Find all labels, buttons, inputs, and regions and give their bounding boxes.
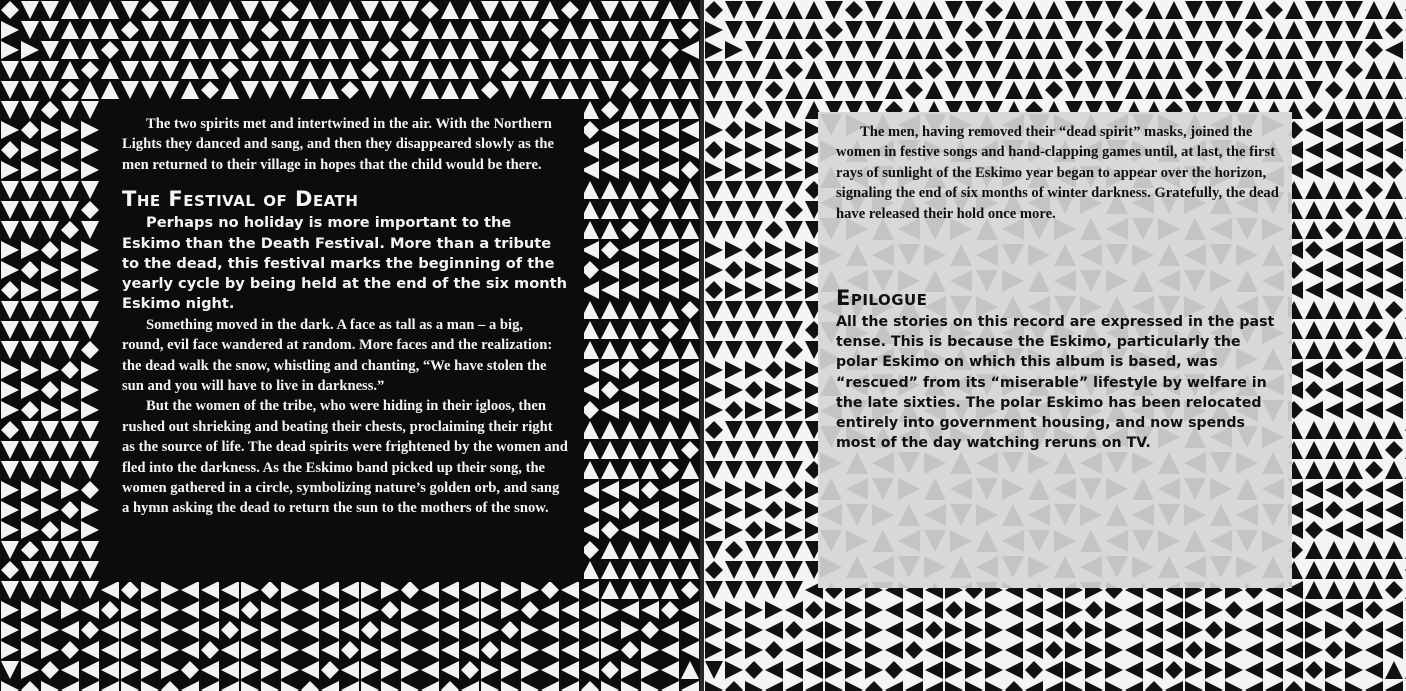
section-heading-epilogue: Epilogue bbox=[836, 286, 928, 311]
epilogue-paragraph: All the stories on this record are expressed in the past tense. This is because the Eskimo, particularly the polar Eskimo on which this album is based, was “rescued” from its “miserable” lifestyle by welfare in the late sixties. The polar Eskimo has been relocated entirely into government housing, and now spends most of the day watching reruns on TV. bbox=[836, 314, 1275, 452]
lead-paragraph: Perhaps no holiday is more important to the Eskimo than the Death Festival. More than a tribute to the dead, this festival marks the beginning of the yearly cycle by being held at the end of the six month Eskimo night. bbox=[122, 214, 568, 313]
story-paragraph: Something moved in the dark. A face as tall as a man – a big, round, evil face wandered at random. More faces and the realization: the dead walk the snow, whistling and chanting, “We have stolen the sun and you will have to live in darkness.” bbox=[122, 316, 553, 394]
left-text-panel bbox=[104, 104, 584, 582]
left-page bbox=[0, 0, 700, 691]
section-heading-festival-of-death: The Festival of Death bbox=[122, 187, 359, 212]
intro-paragraph: The two spirits met and intertwined in the air. With the Northern Lights they danced and sang, and then they disappeared slowly as the men returned to their village in hopes that the child would be there. bbox=[122, 116, 554, 173]
right-text-panel bbox=[818, 112, 1292, 588]
right-page bbox=[704, 0, 1406, 691]
intro-paragraph: The men, having removed their “dead spirit” masks, joined the women in festive songs and hand-clapping games until, at last, the first rays of sunlight of the Eskimo year began to appear over the horizon, signaling the end of six months of winter darkness. Gratefully, the dead have released their hold once more. bbox=[836, 124, 1279, 222]
story-paragraph: But the women of the tribe, who were hiding in their igloos, then rushed out shrieking and beating their chests, proclaiming their right as the source of life. The dead spirits were frightened by the women and fled into the darkness. As the Eskimo band picked up their song, the women gathered in a circle, symbolizing nature’s golden orb, and sang a hymn asking the dead to return the sun to the mothers of the snow. bbox=[122, 398, 568, 517]
